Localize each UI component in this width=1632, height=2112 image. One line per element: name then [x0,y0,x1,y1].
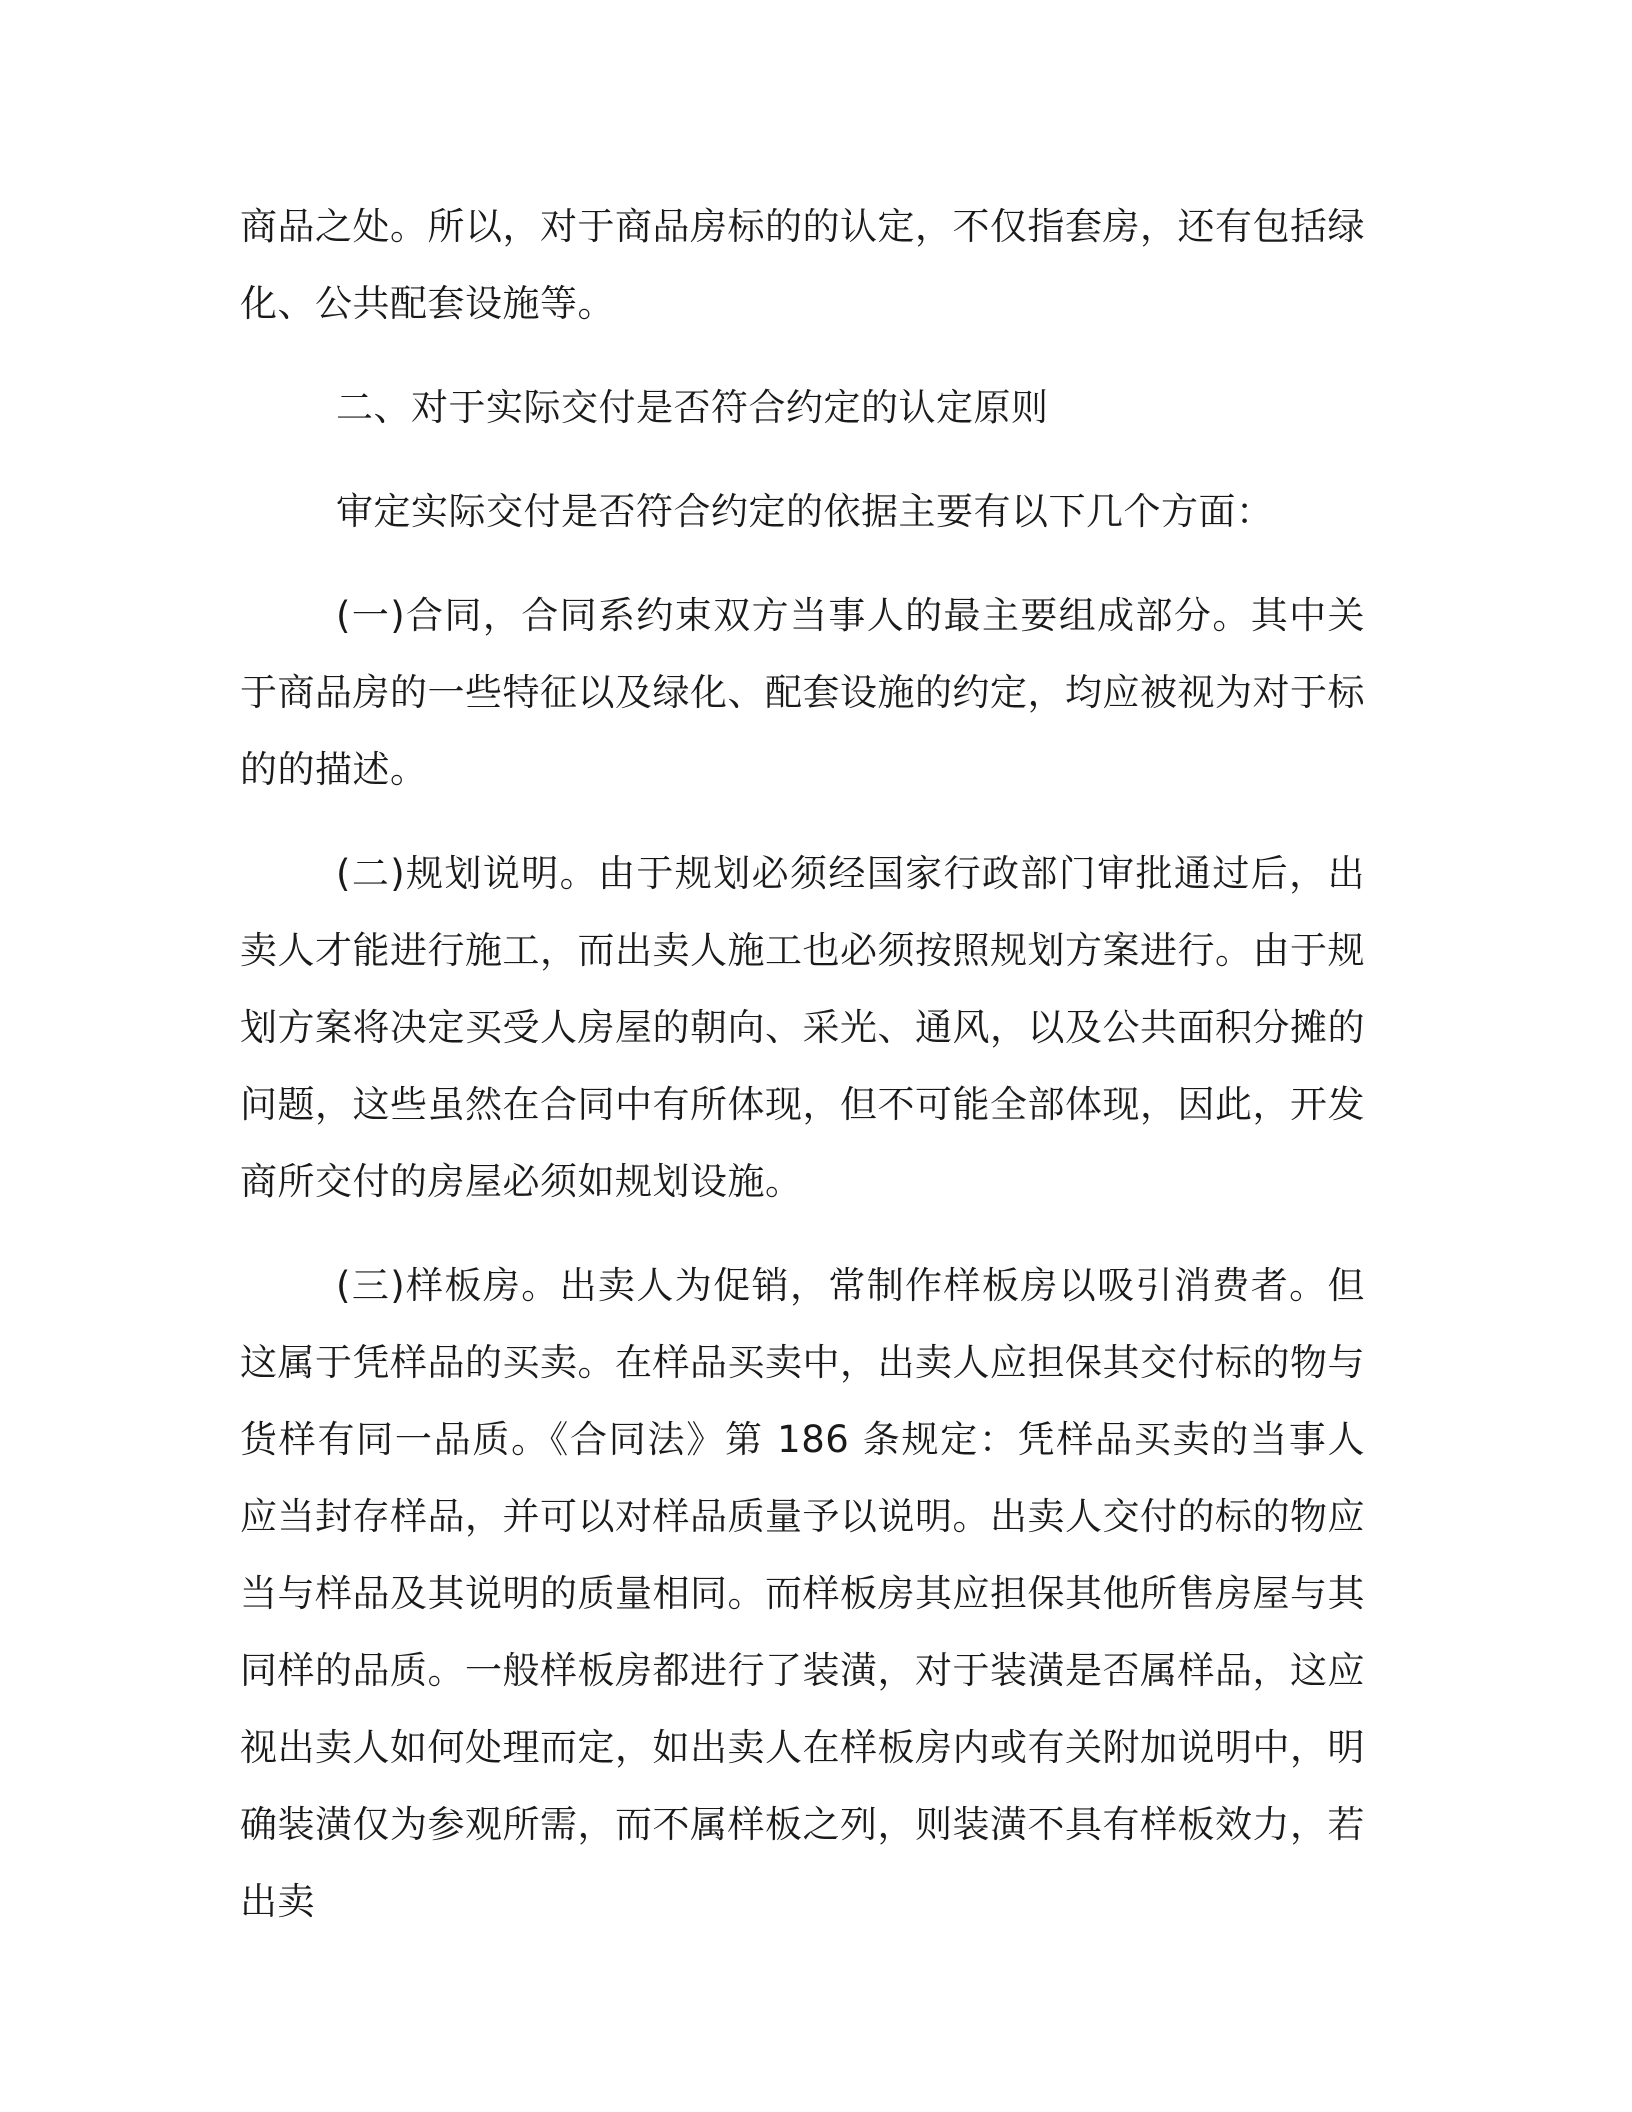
paragraph-item-2: (二)规划说明。由于规划必须经国家行政部门审批通过后，出卖人才能进行施工，而出卖人施工也必须按照规划方案进行。由于规划方案将决定买受人房屋的朝向、采光、通风，以及公共面积分摊的问题，这些虽然在合同中有所体现，但不可能全部体现，因此，开发商所交付的房屋必须如规划设施。 [240,852,1365,1203]
paragraph-continuation: 商品之处。所以，对于商品房标的的认定，不仅指套房，还有包括绿化、公共配套设施等。 [240,205,1365,325]
paragraph-intro: 审定实际交付是否符合约定的依据主要有以下几个方面： [336,490,1274,533]
paragraph-item-1: (一)合同，合同系约束双方当事人的最主要组成部分。其中关于商品房的一些特征以及绿化、配套设施的约定，均应被视为对于标的的描述。 [240,594,1365,791]
document-body [240,188,1365,1967]
section-heading: 二、对于实际交付是否符合约定的认定原则 [336,386,1049,429]
paragraph-item-3: (三)样板房。出卖人为促销，常制作样板房以吸引消费者。但这属于凭样品的买卖。在样品买卖中，出卖人应担保其交付标的物与货样有同一品质。《合同法》第 186 条规定：凭样品买卖的当事人应当封存样品，并可以对样品质量予以说明。出卖人交付的标的物应当与样品及其说明的质量相同。而样板房其应担保其他所售房屋与其同样的品质。一般样板房都进行了装潢，对于装潢是否属样品，这应视出卖人如何处理而定，如出卖人在样板房内或有关附加说明中，明确装潢仅为参观所需，而不属样板之列，则装潢不具有样板效力，若出卖 [240,1264,1365,1923]
